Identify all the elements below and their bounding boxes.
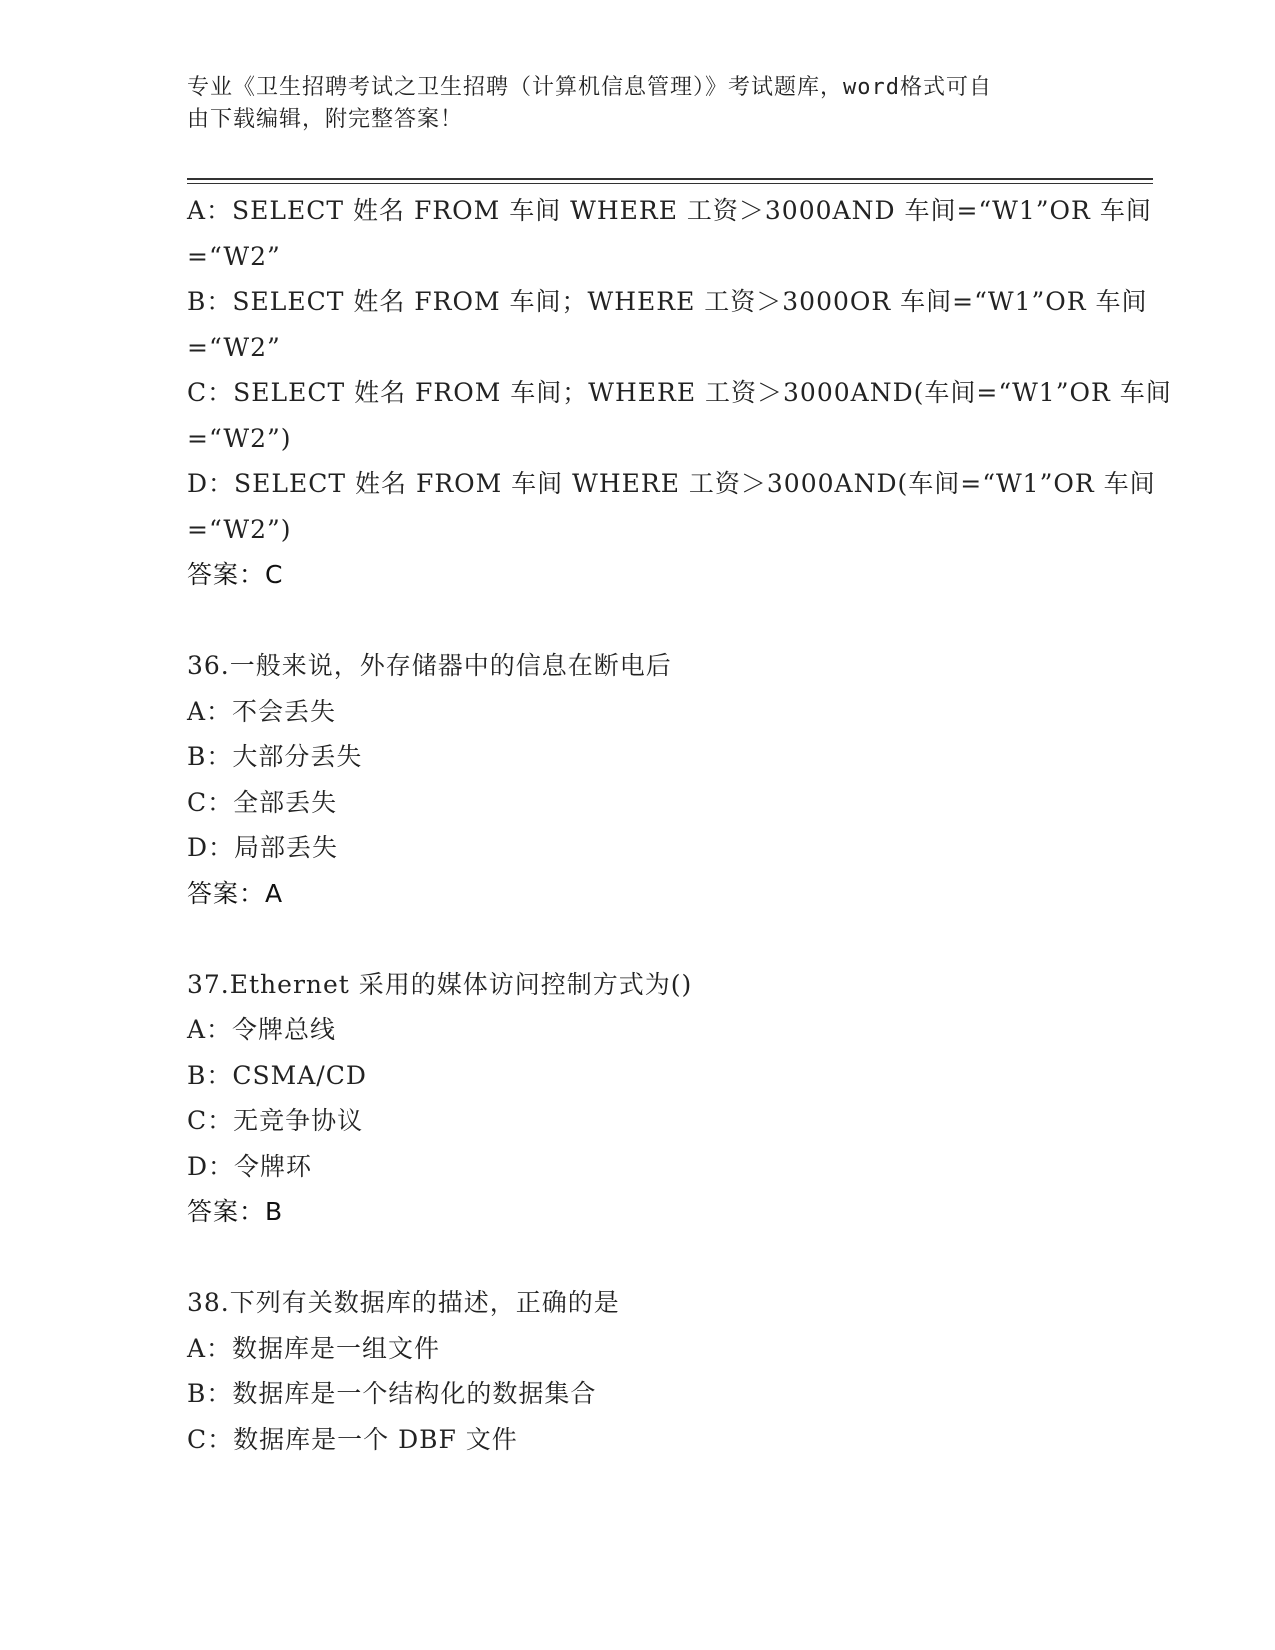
question-text: 36.一般来说，外存储器中的信息在断电后 [187, 651, 672, 680]
option-d: D：令牌环 [187, 1151, 313, 1181]
header-line-2: 由下载编辑，附完整答案！ [187, 107, 464, 132]
answer-37: 答案：B [187, 1197, 284, 1226]
question-list [187, 188, 1172, 1462]
option-d: D：局部丢失 [187, 833, 339, 862]
question-38 [187, 1280, 1107, 1462]
spacer [187, 598, 1107, 644]
option-a: A：数据库是一组文件 [187, 1333, 441, 1363]
option-c: C：无竞争协议 [187, 1106, 364, 1135]
option-b: B：大部分丢失 [187, 742, 363, 771]
option-c-line-1: C：SELECT 姓名 FROM 车间；WHERE 工资＞3000AND(车间=“W1”OR 车间 [187, 378, 1172, 407]
document-header [187, 72, 1067, 136]
option-b: B：数据库是一个结构化的数据集合 [187, 1379, 597, 1408]
question-36 [187, 643, 1107, 916]
header-line-1: 专业《卫生招聘考试之卫生招聘（计算机信息管理）》考试题库，word格式可自 [187, 75, 992, 100]
header-rule-thick [187, 178, 1153, 180]
option-d-line-1: D：SELECT 姓名 FROM 车间 WHERE 工资＞3000AND(车间=“W1”OR 车间 [187, 469, 1156, 498]
option-a: A：不会丢失 [187, 696, 337, 726]
option-a-line-2: =“W2” [187, 241, 281, 271]
option-b-line-1: B：SELECT 姓名 FROM 车间；WHERE 工资＞3000OR 车间=“W1”OR 车间 [187, 287, 1148, 316]
header-rule-thin [187, 183, 1153, 184]
option-b-line-2: =“W2” [187, 332, 281, 362]
question-text: 38.下列有关数据库的描述，正确的是 [187, 1288, 620, 1317]
option-d-line-2: =“W2”) [187, 514, 292, 544]
answer-35: 答案：C [187, 560, 284, 589]
answer-36: 答案：A [187, 878, 284, 908]
option-a-line-1: A：SELECT 姓名 FROM 车间 WHERE 工资＞3000AND 车间=“W1”OR 车间 [187, 196, 1152, 225]
question-35 [187, 188, 1172, 598]
spacer [187, 1235, 1107, 1281]
option-c: C：数据库是一个 DBF 文件 [187, 1424, 518, 1454]
option-c: C：全部丢失 [187, 787, 338, 817]
question-text: 37.Ethernet 采用的媒体访问控制方式为() [187, 969, 693, 999]
option-c-line-2: =“W2”) [187, 423, 292, 453]
option-a: A：令牌总线 [187, 1015, 337, 1044]
option-b: B：CSMA/CD [187, 1060, 367, 1090]
question-37 [187, 962, 1107, 1235]
spacer [187, 916, 1107, 962]
